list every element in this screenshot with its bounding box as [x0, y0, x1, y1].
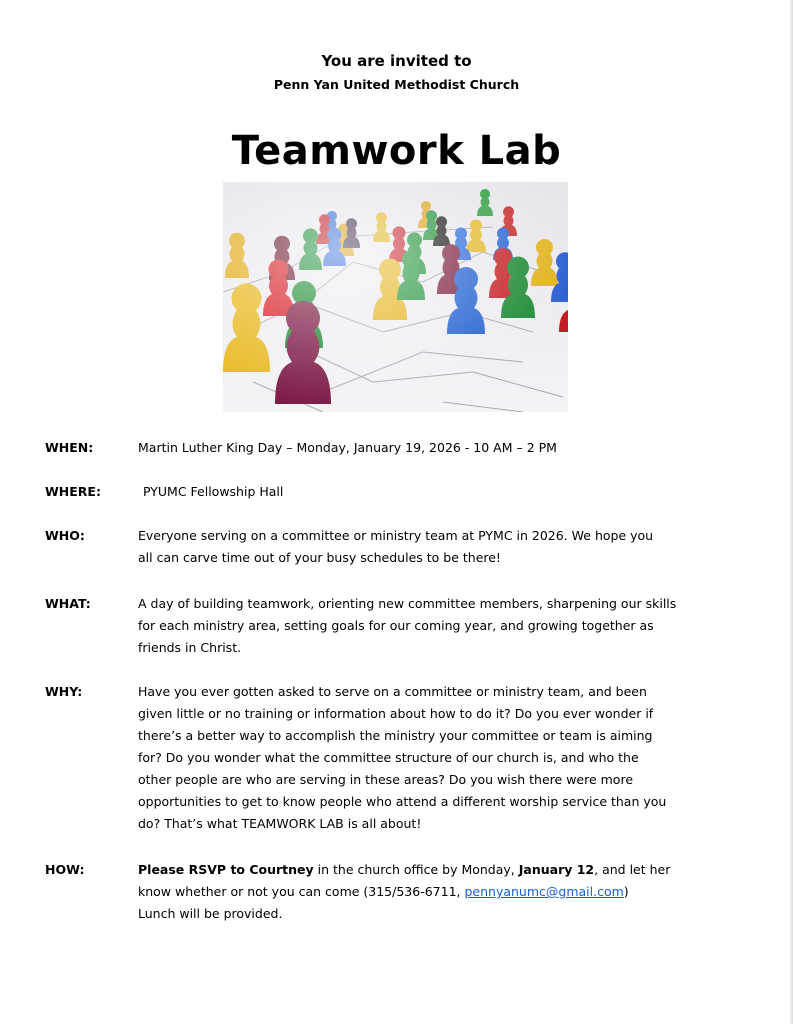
- why-line: for? Do you wonder what the committee structure of our church is, and who the: [138, 750, 639, 765]
- what-text: [138, 593, 750, 659]
- team-pieces-photo: [223, 182, 568, 412]
- how-text-mid: in the church office by Monday,: [313, 862, 519, 877]
- what-line: friends in Christ.: [138, 640, 242, 655]
- page-title: Teamwork Lab: [231, 128, 562, 174]
- where-text: PYUMC Fellowship Hall: [143, 484, 284, 499]
- why-line: given little or no training or information about how to do it? Do you ever wonder if: [138, 706, 654, 721]
- what-line: for each ministry area, setting goals for our coming year, and growing together as: [138, 618, 654, 633]
- when-text: Martin Luther King Day – Monday, January 19, 2026 - 10 AM – 2 PM: [138, 440, 557, 455]
- who-line: all can carve time out of your busy schedules to be there!: [138, 550, 501, 565]
- who-line: Everyone serving on a committee or ministry team at PYMC in 2026. We hope you: [138, 528, 654, 543]
- contact-close-paren: ): [623, 884, 629, 899]
- how-label: HOW:: [45, 862, 85, 877]
- how-line: [138, 859, 750, 881]
- why-text: [138, 681, 750, 835]
- church-name: Penn Yan United Methodist Church: [273, 77, 520, 92]
- why-line: do? That’s what TEAMWORK LAB is all about!: [138, 816, 422, 831]
- why-line: opportunities to get to know people who attend a different worship service than you: [138, 794, 667, 809]
- how-text-end: , and let her: [594, 862, 671, 877]
- why-line: there’s a better way to accomplish the ministry your committee or team is aiming: [138, 728, 653, 743]
- why-line: Have you ever gotten asked to serve on a committee or ministry team, and been: [138, 684, 647, 699]
- email-link[interactable]: pennyanumc@gmail.com: [464, 884, 624, 899]
- how-line: Lunch will be provided.: [138, 906, 283, 921]
- who-text: [138, 525, 750, 569]
- who-label: WHO:: [45, 528, 85, 543]
- what-line: A day of building teamwork, orienting new committee members, sharpening our skills: [138, 596, 677, 611]
- contact-phone-text: know whether or not you can come (315/536-6711,: [138, 884, 465, 899]
- where-label: WHERE:: [45, 484, 101, 499]
- how-text: [138, 859, 750, 925]
- how-line: [138, 881, 750, 903]
- invite-line: You are invited to: [321, 52, 472, 70]
- when-label: WHEN:: [45, 440, 94, 455]
- rsvp-courtney: Please RSVP to Courtney: [138, 862, 314, 877]
- why-line: other people are who are serving in these areas? Do you wish there were more: [138, 772, 634, 787]
- why-label: WHY:: [45, 684, 83, 699]
- what-label: WHAT:: [45, 596, 91, 611]
- rsvp-deadline: January 12: [518, 862, 595, 877]
